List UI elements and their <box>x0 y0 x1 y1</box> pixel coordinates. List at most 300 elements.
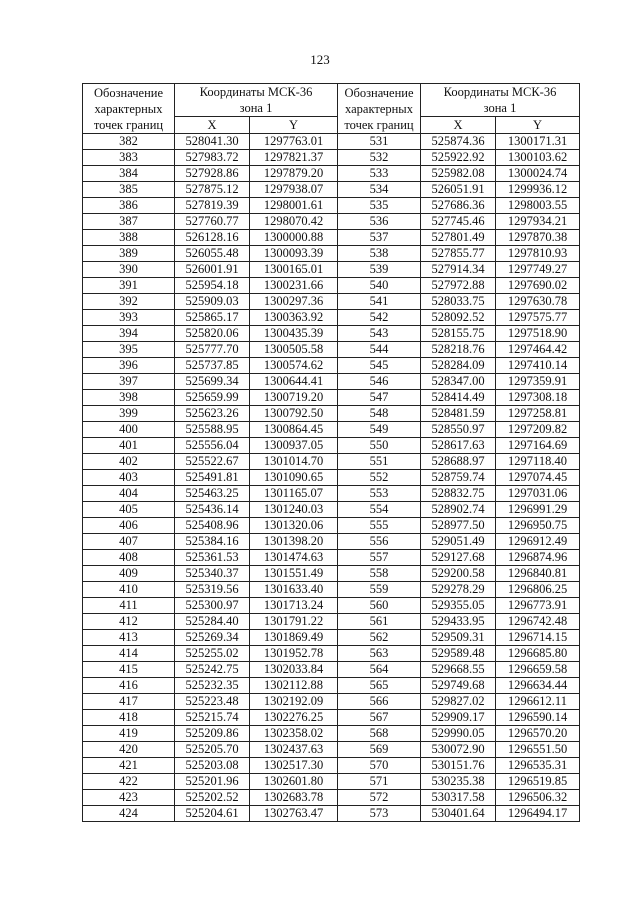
cell-y-right: 1297810.93 <box>496 246 580 262</box>
table-row <box>83 470 580 486</box>
cell-y-left: 1300363.92 <box>250 310 338 326</box>
cell-x-right: 528832.75 <box>421 486 496 502</box>
cell-y-right: 1297870.38 <box>496 230 580 246</box>
cell-x-right: 529127.68 <box>421 550 496 566</box>
cell-y-right: 1297518.90 <box>496 326 580 342</box>
cell-point-left: 420 <box>83 742 175 758</box>
cell-point-left: 392 <box>83 294 175 310</box>
cell-y-left: 1301713.24 <box>250 598 338 614</box>
table-row <box>83 214 580 230</box>
cell-y-left: 1298070.42 <box>250 214 338 230</box>
cell-y-left: 1302763.47 <box>250 806 338 822</box>
cell-point-right: 531 <box>338 134 421 150</box>
cell-point-right: 549 <box>338 422 421 438</box>
cell-point-left: 402 <box>83 454 175 470</box>
cell-point-left: 382 <box>83 134 175 150</box>
header-coord-line2: зона 1 <box>239 101 273 115</box>
cell-x-right: 530317.58 <box>421 790 496 806</box>
cell-x-left: 525737.85 <box>175 358 250 374</box>
cell-x-right: 529355.05 <box>421 598 496 614</box>
cell-y-right: 1296612.11 <box>496 694 580 710</box>
cell-y-left: 1300297.36 <box>250 294 338 310</box>
cell-y-right: 1297258.81 <box>496 406 580 422</box>
cell-point-left: 386 <box>83 198 175 214</box>
cell-x-left: 525232.35 <box>175 678 250 694</box>
cell-y-right: 1297410.14 <box>496 358 580 374</box>
table-row <box>83 662 580 678</box>
cell-x-right: 526051.91 <box>421 182 496 198</box>
cell-x-left: 525954.18 <box>175 278 250 294</box>
cell-y-left: 1300093.39 <box>250 246 338 262</box>
cell-point-left: 385 <box>83 182 175 198</box>
cell-x-left: 525361.53 <box>175 550 250 566</box>
cell-y-left: 1302192.09 <box>250 694 338 710</box>
table-row <box>83 774 580 790</box>
table-row <box>83 230 580 246</box>
table-row <box>83 246 580 262</box>
cell-point-left: 410 <box>83 582 175 598</box>
cell-x-right: 529909.17 <box>421 710 496 726</box>
cell-point-right: 564 <box>338 662 421 678</box>
cell-x-right: 529749.68 <box>421 678 496 694</box>
cell-y-left: 1300231.66 <box>250 278 338 294</box>
cell-point-left: 419 <box>83 726 175 742</box>
cell-y-left: 1297763.01 <box>250 134 338 150</box>
cell-y-left: 1297821.37 <box>250 150 338 166</box>
table-row <box>83 454 580 470</box>
cell-point-left: 405 <box>83 502 175 518</box>
cell-y-left: 1301952.78 <box>250 646 338 662</box>
cell-y-right: 1297209.82 <box>496 422 580 438</box>
cell-y-right: 1296742.48 <box>496 614 580 630</box>
cell-point-left: 418 <box>83 710 175 726</box>
cell-point-right: 557 <box>338 550 421 566</box>
cell-y-right: 1297934.21 <box>496 214 580 230</box>
cell-point-right: 569 <box>338 742 421 758</box>
cell-y-right: 1296806.25 <box>496 582 580 598</box>
cell-point-right: 555 <box>338 518 421 534</box>
table-body <box>83 134 580 822</box>
cell-x-left: 526128.16 <box>175 230 250 246</box>
table-row <box>83 758 580 774</box>
table-row <box>83 566 580 582</box>
table-row <box>83 790 580 806</box>
table-row <box>83 374 580 390</box>
cell-point-right: 551 <box>338 454 421 470</box>
cell-point-right: 552 <box>338 470 421 486</box>
cell-point-left: 407 <box>83 534 175 550</box>
header-point-line1: Обозначение <box>344 85 414 100</box>
cell-point-left: 423 <box>83 790 175 806</box>
cell-x-right: 530401.64 <box>421 806 496 822</box>
header-coord-system-left <box>175 84 338 117</box>
cell-x-left: 525777.70 <box>175 342 250 358</box>
cell-x-right: 530235.38 <box>421 774 496 790</box>
table-row <box>83 326 580 342</box>
cell-point-right: 554 <box>338 502 421 518</box>
cell-y-right: 1297359.91 <box>496 374 580 390</box>
cell-point-right: 545 <box>338 358 421 374</box>
cell-y-left: 1300864.45 <box>250 422 338 438</box>
cell-y-left: 1301791.22 <box>250 614 338 630</box>
header-y-right: Y <box>496 117 580 134</box>
cell-point-left: 389 <box>83 246 175 262</box>
cell-point-right: 553 <box>338 486 421 502</box>
cell-y-left: 1302276.25 <box>250 710 338 726</box>
cell-point-left: 406 <box>83 518 175 534</box>
cell-y-right: 1296659.58 <box>496 662 580 678</box>
table-row <box>83 342 580 358</box>
cell-point-left: 417 <box>83 694 175 710</box>
cell-y-left: 1300792.50 <box>250 406 338 422</box>
cell-y-left: 1301398.20 <box>250 534 338 550</box>
cell-x-left: 525340.37 <box>175 566 250 582</box>
cell-x-right: 529200.58 <box>421 566 496 582</box>
cell-point-left: 395 <box>83 342 175 358</box>
cell-point-right: 535 <box>338 198 421 214</box>
header-x-left: X <box>175 117 250 134</box>
cell-y-left: 1301474.63 <box>250 550 338 566</box>
table-row <box>83 534 580 550</box>
cell-x-right: 528688.97 <box>421 454 496 470</box>
table-row <box>83 390 580 406</box>
cell-point-left: 396 <box>83 358 175 374</box>
cell-y-right: 1296494.17 <box>496 806 580 822</box>
header-coord-line2: зона 1 <box>483 101 517 115</box>
cell-y-left: 1301320.06 <box>250 518 338 534</box>
cell-point-left: 403 <box>83 470 175 486</box>
cell-point-right: 534 <box>338 182 421 198</box>
table-row <box>83 726 580 742</box>
cell-point-right: 566 <box>338 694 421 710</box>
cell-x-right: 527855.77 <box>421 246 496 262</box>
table-row <box>83 310 580 326</box>
cell-y-right: 1297074.45 <box>496 470 580 486</box>
table-row <box>83 518 580 534</box>
cell-x-right: 528155.75 <box>421 326 496 342</box>
header-point-line1: Обозначение <box>93 85 164 100</box>
cell-point-left: 412 <box>83 614 175 630</box>
cell-x-right: 528092.52 <box>421 310 496 326</box>
cell-x-right: 530151.76 <box>421 758 496 774</box>
cell-y-left: 1300435.39 <box>250 326 338 342</box>
table-row <box>83 582 580 598</box>
cell-y-right: 1296551.50 <box>496 742 580 758</box>
cell-x-left: 525463.25 <box>175 486 250 502</box>
cell-point-right: 573 <box>338 806 421 822</box>
cell-y-left: 1302683.78 <box>250 790 338 806</box>
cell-x-right: 528284.09 <box>421 358 496 374</box>
cell-y-right: 1297308.18 <box>496 390 580 406</box>
cell-point-left: 397 <box>83 374 175 390</box>
cell-y-right: 1296950.75 <box>496 518 580 534</box>
cell-point-left: 409 <box>83 566 175 582</box>
cell-y-left: 1302601.80 <box>250 774 338 790</box>
cell-point-right: 560 <box>338 598 421 614</box>
cell-x-left: 528041.30 <box>175 134 250 150</box>
cell-point-left: 416 <box>83 678 175 694</box>
table-row <box>83 550 580 566</box>
header-point-line3: точек границ <box>344 117 414 132</box>
cell-point-right: 541 <box>338 294 421 310</box>
cell-point-right: 537 <box>338 230 421 246</box>
cell-x-right: 528218.76 <box>421 342 496 358</box>
cell-point-right: 542 <box>338 310 421 326</box>
cell-y-left: 1297938.07 <box>250 182 338 198</box>
cell-point-right: 539 <box>338 262 421 278</box>
cell-x-right: 528033.75 <box>421 294 496 310</box>
header-x-right: X <box>421 117 496 134</box>
cell-x-left: 527928.86 <box>175 166 250 182</box>
table-row <box>83 502 580 518</box>
cell-x-left: 525215.74 <box>175 710 250 726</box>
cell-y-right: 1297575.77 <box>496 310 580 326</box>
table-row <box>83 742 580 758</box>
cell-x-left: 525205.70 <box>175 742 250 758</box>
cell-point-left: 393 <box>83 310 175 326</box>
cell-x-right: 528550.97 <box>421 422 496 438</box>
cell-x-left: 525319.56 <box>175 582 250 598</box>
cell-x-left: 525202.52 <box>175 790 250 806</box>
header-point-line3: точек границ <box>93 117 164 132</box>
cell-y-right: 1300171.31 <box>496 134 580 150</box>
cell-y-left: 1302437.63 <box>250 742 338 758</box>
cell-x-left: 525623.26 <box>175 406 250 422</box>
cell-x-left: 525909.03 <box>175 294 250 310</box>
cell-y-right: 1296714.15 <box>496 630 580 646</box>
cell-point-right: 543 <box>338 326 421 342</box>
cell-x-right: 527914.34 <box>421 262 496 278</box>
table-row <box>83 422 580 438</box>
cell-point-left: 415 <box>83 662 175 678</box>
cell-point-right: 562 <box>338 630 421 646</box>
cell-y-left: 1301090.65 <box>250 470 338 486</box>
table-row <box>83 182 580 198</box>
cell-y-left: 1300937.05 <box>250 438 338 454</box>
cell-point-right: 572 <box>338 790 421 806</box>
cell-x-right: 529278.29 <box>421 582 496 598</box>
cell-y-right: 1297464.42 <box>496 342 580 358</box>
cell-point-right: 559 <box>338 582 421 598</box>
cell-point-left: 400 <box>83 422 175 438</box>
cell-y-left: 1301240.03 <box>250 502 338 518</box>
header-coord-line1: Координаты МСК-36 <box>443 85 557 99</box>
cell-point-right: 547 <box>338 390 421 406</box>
cell-point-left: 404 <box>83 486 175 502</box>
cell-y-right: 1300103.62 <box>496 150 580 166</box>
cell-x-left: 527819.39 <box>175 198 250 214</box>
cell-x-right: 527972.88 <box>421 278 496 294</box>
cell-y-right: 1296685.80 <box>496 646 580 662</box>
cell-y-left: 1301869.49 <box>250 630 338 646</box>
cell-x-right: 529433.95 <box>421 614 496 630</box>
cell-y-left: 1301014.70 <box>250 454 338 470</box>
cell-x-left: 527760.77 <box>175 214 250 230</box>
table-row <box>83 710 580 726</box>
cell-point-left: 391 <box>83 278 175 294</box>
table-row <box>83 694 580 710</box>
cell-point-right: 550 <box>338 438 421 454</box>
cell-x-left: 525223.48 <box>175 694 250 710</box>
table-row <box>83 486 580 502</box>
cell-x-right: 525922.92 <box>421 150 496 166</box>
cell-point-right: 571 <box>338 774 421 790</box>
cell-point-left: 399 <box>83 406 175 422</box>
cell-point-left: 398 <box>83 390 175 406</box>
header-y-left: Y <box>250 117 338 134</box>
cell-x-right: 529051.49 <box>421 534 496 550</box>
cell-point-left: 414 <box>83 646 175 662</box>
cell-point-right: 532 <box>338 150 421 166</box>
coordinates-table <box>82 83 580 822</box>
cell-x-left: 525865.17 <box>175 310 250 326</box>
cell-y-right: 1296634.44 <box>496 678 580 694</box>
header-point-designation-left <box>83 84 175 134</box>
cell-point-right: 546 <box>338 374 421 390</box>
header-coord-system-right <box>421 84 580 117</box>
table-row <box>83 598 580 614</box>
table-row <box>83 614 580 630</box>
cell-point-right: 544 <box>338 342 421 358</box>
page-number: 123 <box>310 52 330 67</box>
cell-x-left: 525556.04 <box>175 438 250 454</box>
cell-y-right: 1297118.40 <box>496 454 580 470</box>
table-row <box>83 806 580 822</box>
cell-point-left: 401 <box>83 438 175 454</box>
cell-x-left: 525203.08 <box>175 758 250 774</box>
cell-x-left: 525204.61 <box>175 806 250 822</box>
cell-y-right: 1296519.85 <box>496 774 580 790</box>
cell-x-right: 527686.36 <box>421 198 496 214</box>
cell-y-right: 1296912.49 <box>496 534 580 550</box>
cell-x-right: 527745.46 <box>421 214 496 230</box>
cell-x-left: 526001.91 <box>175 262 250 278</box>
table-row <box>83 406 580 422</box>
cell-y-right: 1296773.91 <box>496 598 580 614</box>
cell-point-right: 536 <box>338 214 421 230</box>
cell-x-right: 528414.49 <box>421 390 496 406</box>
cell-y-right: 1296991.29 <box>496 502 580 518</box>
header-point-line2: характерных <box>94 101 163 116</box>
cell-x-left: 525699.34 <box>175 374 250 390</box>
cell-y-right: 1296535.31 <box>496 758 580 774</box>
cell-x-right: 528347.00 <box>421 374 496 390</box>
cell-x-left: 525820.06 <box>175 326 250 342</box>
cell-x-right: 529509.31 <box>421 630 496 646</box>
table-row <box>83 278 580 294</box>
cell-x-left: 525588.95 <box>175 422 250 438</box>
cell-point-left: 384 <box>83 166 175 182</box>
table-header <box>83 84 580 134</box>
cell-x-right: 528481.59 <box>421 406 496 422</box>
header-coord-line1: Координаты МСК-36 <box>199 85 313 99</box>
cell-y-right: 1297630.78 <box>496 294 580 310</box>
cell-y-left: 1302112.88 <box>250 678 338 694</box>
cell-y-right: 1296874.96 <box>496 550 580 566</box>
table-row <box>83 678 580 694</box>
cell-point-left: 408 <box>83 550 175 566</box>
cell-point-left: 413 <box>83 630 175 646</box>
cell-point-right: 565 <box>338 678 421 694</box>
cell-x-left: 525284.40 <box>175 614 250 630</box>
cell-point-right: 538 <box>338 246 421 262</box>
cell-x-left: 525384.16 <box>175 534 250 550</box>
cell-point-left: 388 <box>83 230 175 246</box>
header-point-designation-right <box>338 84 421 134</box>
cell-x-right: 528759.74 <box>421 470 496 486</box>
cell-y-left: 1301551.49 <box>250 566 338 582</box>
cell-x-right: 525874.36 <box>421 134 496 150</box>
cell-x-right: 529668.55 <box>421 662 496 678</box>
cell-y-left: 1302517.30 <box>250 758 338 774</box>
cell-point-left: 422 <box>83 774 175 790</box>
cell-y-right: 1296570.20 <box>496 726 580 742</box>
cell-point-right: 556 <box>338 534 421 550</box>
cell-y-right: 1297164.69 <box>496 438 580 454</box>
table-row <box>83 630 580 646</box>
cell-y-right: 1297690.02 <box>496 278 580 294</box>
cell-x-right: 530072.90 <box>421 742 496 758</box>
cell-point-right: 570 <box>338 758 421 774</box>
cell-point-left: 387 <box>83 214 175 230</box>
cell-x-right: 528617.63 <box>421 438 496 454</box>
cell-point-right: 540 <box>338 278 421 294</box>
table-row <box>83 262 580 278</box>
cell-y-right: 1297031.06 <box>496 486 580 502</box>
cell-y-right: 1298003.55 <box>496 198 580 214</box>
cell-y-left: 1300165.01 <box>250 262 338 278</box>
cell-point-right: 563 <box>338 646 421 662</box>
cell-point-left: 424 <box>83 806 175 822</box>
cell-x-left: 525659.99 <box>175 390 250 406</box>
table-row <box>83 150 580 166</box>
cell-x-left: 525269.34 <box>175 630 250 646</box>
cell-point-right: 567 <box>338 710 421 726</box>
cell-point-right: 533 <box>338 166 421 182</box>
cell-x-left: 525242.75 <box>175 662 250 678</box>
cell-x-right: 525982.08 <box>421 166 496 182</box>
cell-y-right: 1296840.81 <box>496 566 580 582</box>
table-row <box>83 438 580 454</box>
cell-x-left: 525201.96 <box>175 774 250 790</box>
cell-y-left: 1301165.07 <box>250 486 338 502</box>
cell-point-left: 383 <box>83 150 175 166</box>
cell-x-left: 525408.96 <box>175 518 250 534</box>
cell-point-left: 390 <box>83 262 175 278</box>
cell-y-left: 1300574.62 <box>250 358 338 374</box>
table-row <box>83 198 580 214</box>
cell-point-left: 394 <box>83 326 175 342</box>
cell-point-right: 561 <box>338 614 421 630</box>
cell-x-left: 525491.81 <box>175 470 250 486</box>
cell-point-left: 411 <box>83 598 175 614</box>
cell-point-right: 558 <box>338 566 421 582</box>
cell-x-left: 525300.97 <box>175 598 250 614</box>
table-row <box>83 646 580 662</box>
cell-point-right: 568 <box>338 726 421 742</box>
cell-y-left: 1300719.20 <box>250 390 338 406</box>
cell-x-left: 527983.72 <box>175 150 250 166</box>
cell-y-left: 1302358.02 <box>250 726 338 742</box>
header-point-line2: характерных <box>345 101 413 116</box>
cell-y-right: 1296506.32 <box>496 790 580 806</box>
cell-y-left: 1300505.58 <box>250 342 338 358</box>
table-row <box>83 134 580 150</box>
cell-x-left: 527875.12 <box>175 182 250 198</box>
cell-x-right: 528977.50 <box>421 518 496 534</box>
cell-x-left: 525522.67 <box>175 454 250 470</box>
cell-x-right: 529589.48 <box>421 646 496 662</box>
